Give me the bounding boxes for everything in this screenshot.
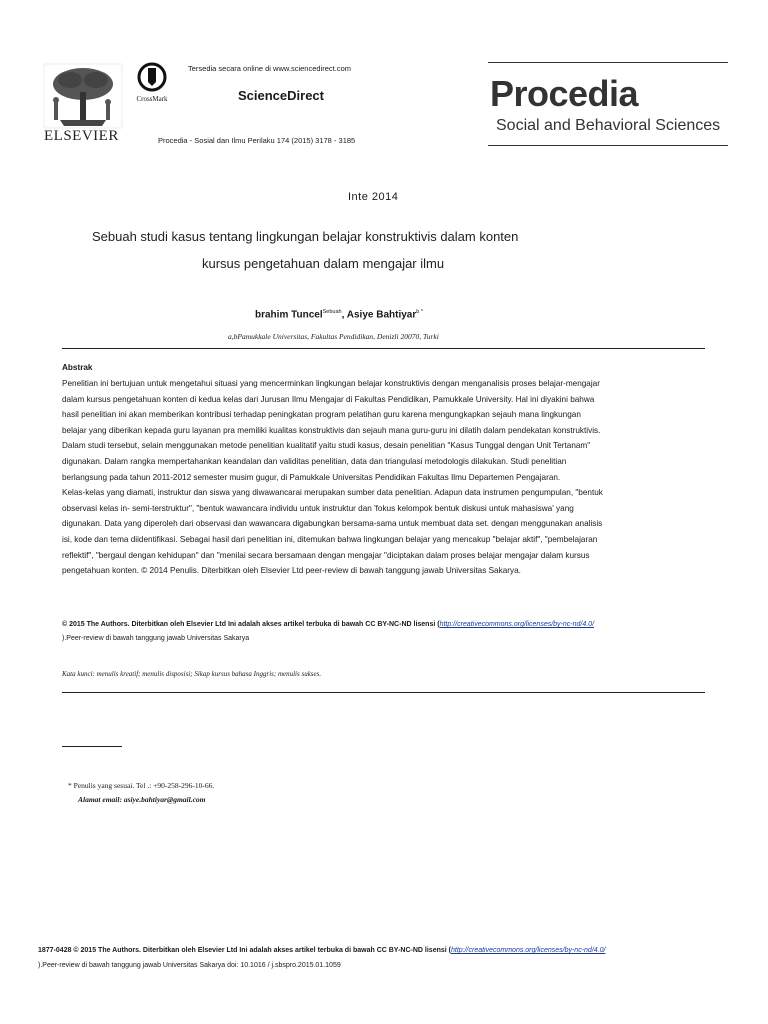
sciencedirect-label[interactable]: ScienceDirect [238,88,324,103]
abstract-heading: Abstrak [62,363,93,372]
abstract-line: digunakan. Data yang diperoleh dari observasi dan wawancara digabungkan bersama-sama untuk membuat data set. dengan menggunakan analisis [62,519,603,529]
paper-title-line1: Sebuah studi kasus tentang lingkungan belajar konstruktivis dalam konten [92,229,519,244]
elsevier-logo [40,62,126,148]
license-tail: ).Peer-review di bawah tanggung jawab Universitas Sakarya [62,635,250,642]
abstract-body [62,376,722,579]
author-1-affiliation: Sebuah [322,309,342,315]
conference-name: Inte 2014 [348,191,399,203]
journal-citation: Procedia - Sosial dan Ilmu Perilaku 174 (2015) 3178 - 3185 [158,136,356,145]
author-2-affiliation: b * [416,309,423,315]
keywords-bottom-rule [62,692,705,693]
elsevier-wordmark: ELSEVIER [44,128,119,144]
license-notice [62,618,722,646]
procedia-masthead [488,62,728,146]
abstract-line: dalam kursus pengetahuan konten di kedua kelas dari Jurusan Ilmu Mengajar di Fakultas Pendidikan, Pamukkale University. Hal ini diyakini bahwa [62,394,595,404]
available-online-text: Tersedia secara online di www.sciencedirect.com [188,64,351,73]
abstract-line: Penelitian ini bertujuan untuk mengetahui situasi yang mencerminkan lingkungan belajar konstruktivis dengan menganalisis proses belajar-mengajar [62,379,600,388]
keywords: Kata kunci: menulis kreatif; menulis disposisi; Sikap kursus bahasa Inggris; menulis sukses. [62,670,322,678]
crossmark-icon [137,62,167,92]
procedia-title: Procedia [490,73,639,114]
license-link[interactable]: http://creativecommons.org/licenses/by-nc-nd/4.0/ [439,621,595,628]
author-separator: , [341,309,347,321]
footer-license-link[interactable]: http://creativecommons.org/licenses/by-nc-nd/4.0/ [450,947,606,954]
abstract-top-rule [62,348,705,349]
procedia-subtitle: Social and Behavioral Sciences [496,117,721,134]
author-1: brahim Tuncel [255,309,323,321]
authors-line [255,309,423,320]
page-footer [38,943,738,973]
footer-doi-line: ).Peer-review di bawah tanggung jawab Universitas Sakarya doi: 10.1016 / j.sbspro.2015.01.1059 [38,962,341,969]
abstract-line: hasil penelitian ini akan memberikan kontribusi terhadap peningkatan program pelatihan guru karena mengungkapkan sejauh mana lingkungan [62,410,581,420]
email-note[interactable]: Alamat email: asiye.bahtiyar@gmail.com [78,795,206,804]
corresponding-author-note: * Penulis yang sesuai. Tel .: +90-258-296-10-66. [68,781,215,790]
abstract-line: reflektif", "bergaul dengan kehidupan" dan "menilai secara bersamaan dengan mengajar "diciptakan dalam proses belajar mengajar dalam kursus [62,550,590,560]
abstract-line: berlangsung pada tahun 2011-2012 semester musim gugur, di Pamukkale Universitas Pendidikan Fakultas Ilmu Departemen Pengajaran. [62,472,561,482]
crossmark-label: CrossMark [136,95,168,103]
abstract-line: Kelas-kelas yang diamati, instruktur dan siswa yang diwawancarai merupakan sumber data penelitian. Adapun data instrumen pengumpulan, "bentuk [62,488,603,498]
license-text: © 2015 The Authors. Diterbitkan oleh Elsevier Ltd Ini adalah akses artikel terbuka di bawah CC BY-NC-ND lisensi ( [62,621,440,628]
abstract-line: belajar yang diberikan kepada guru layanan pra memiliki kualitas konstruktivis dan sejauh mana guru-guru ini dilatih dalam pendekatan konstruktivis. [62,425,601,435]
author-2: Asiye Bahtiyar [346,309,417,321]
footer-issn-license: 1877-0428 © 2015 The Authors. Diterbitkan oleh Elsevier Ltd Ini adalah akses artikel terbuka di bawah CC BY-NC-ND lisensi ( [38,947,451,954]
abstract-line: digunakan. Dalam rangka mempertahankan keandalan dan validitas penelitian, data dan triangulasi metodologis dilakukan. Studi penelitian [62,456,567,466]
crossmark-badge[interactable] [132,62,172,108]
abstract-line: observasi kelas in- semi-terstruktur", "bentuk wawancara individu untuk instruktur dan 'fokus kelompok bentuk diskusi untuk mahasiswa' yang [62,503,574,513]
footnote-rule [62,746,122,747]
abstract-line: Dalam studi tersebut, selain menggunakan metode penelitian kualitatif yaitu studi kasus, desain penelitian "Kasus Tunggal dengan Unit Tertanam" [62,441,591,451]
abstract-line: pengetahuan konten. © 2014 Penulis. Diterbitkan oleh Elsevier Ltd peer-review di bawah tanggung jawab Universitas Sakarya. [62,566,521,576]
paper-title-line2: kursus pengetahuan dalam mengajar ilmu [202,256,445,271]
abstract-line: isi, kode dan tema diidentifikasi. Sebagai hasil dari penelitian ini, ditemukan bahwa lingkungan belajar yang mencakup "belajar aktif", "pembelajaran [62,534,598,544]
affiliation: a,bPamukkale Universitas, Fakultas Pendidikan, Denizli 20070, Turki [228,332,439,341]
